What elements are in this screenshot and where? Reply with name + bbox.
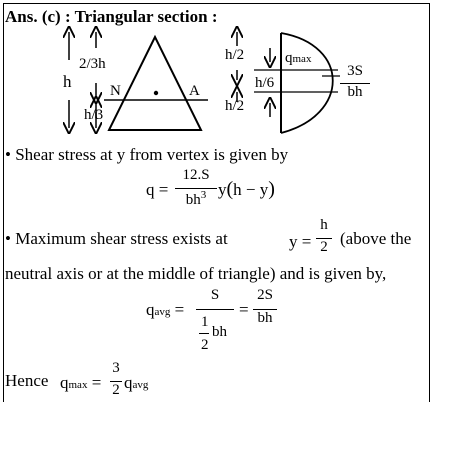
label-N: N: [110, 83, 121, 99]
bullet-max-shear-a: • Maximum shear stress exists at: [5, 229, 228, 248]
bullet-dot: •: [5, 145, 11, 164]
three-numerator: 3: [112, 360, 120, 376]
hence-text: Hence: [5, 371, 49, 390]
y-fraction: [316, 217, 332, 256]
three-halves-bar: [110, 381, 122, 382]
y-eq-label: y =: [289, 232, 312, 251]
q-avg-numerator: S: [210, 287, 220, 303]
q-avg-label: qavg =: [146, 300, 185, 319]
eq-q-denominator: $bh^3$: [185, 189, 207, 208]
eq-q-bar: [175, 188, 217, 189]
bullet-shear-stress: [5, 145, 288, 165]
two-s-bar: [253, 309, 277, 310]
stress-denominator: bh: [347, 84, 363, 100]
q-avg-final: qavg: [124, 373, 149, 392]
answer-heading: Ans. (c) : Triangular section :: [5, 7, 218, 26]
two-s-fraction: [253, 287, 277, 327]
stress-parabola: [281, 33, 333, 133]
two-denominator: 2: [112, 382, 120, 398]
eq-q-lhs: q =: [146, 180, 169, 199]
neutral-axis-text: neutral axis or at the middle of triangle) and is given by,: [5, 264, 387, 283]
half-one: 1: [201, 314, 209, 330]
half-bar: [199, 333, 209, 334]
half-two: 2: [201, 337, 209, 353]
three-halves-fraction: [110, 360, 122, 399]
label-h-sixth: h/6: [255, 75, 275, 91]
eq-q-numerator: 12.S: [182, 167, 210, 183]
two-s-numerator: 2S: [257, 287, 273, 303]
stress-fraction: [340, 63, 370, 101]
y-fraction-den: 2: [320, 239, 328, 255]
q-avg-fraction: [196, 287, 234, 353]
q-avg-bar: [196, 309, 234, 310]
above-the-text: (above the: [340, 229, 412, 248]
label-h: h: [63, 72, 72, 91]
two-s-denominator: bh: [257, 310, 273, 326]
bullet-text: Shear stress at y from vertex is given by: [15, 145, 289, 164]
label-h-third: h/3: [84, 107, 104, 123]
label-h-half-top: h/2: [225, 47, 245, 63]
half-bh: bh: [212, 324, 227, 340]
q-max-label: qmax =: [60, 373, 102, 392]
stress-fraction-bar: [340, 83, 370, 84]
triangle-section: [109, 37, 201, 130]
eq2-sign: =: [239, 300, 249, 319]
y-fraction-num: h: [320, 217, 328, 233]
eq-q-fraction: [175, 167, 217, 209]
y-fraction-bar: [316, 238, 332, 239]
stress-numerator: 3S: [347, 63, 363, 79]
label-two-thirds-h: 2/3h: [79, 56, 106, 72]
label-q-max: qmax: [285, 50, 312, 66]
centroid-dot: [154, 91, 158, 95]
label-A: A: [189, 83, 200, 99]
eq-q-rest: y(h − y): [218, 178, 275, 200]
max-shear-text: Maximum shear stress exists at: [15, 229, 228, 248]
label-h-half-bottom: h/2: [225, 98, 245, 114]
